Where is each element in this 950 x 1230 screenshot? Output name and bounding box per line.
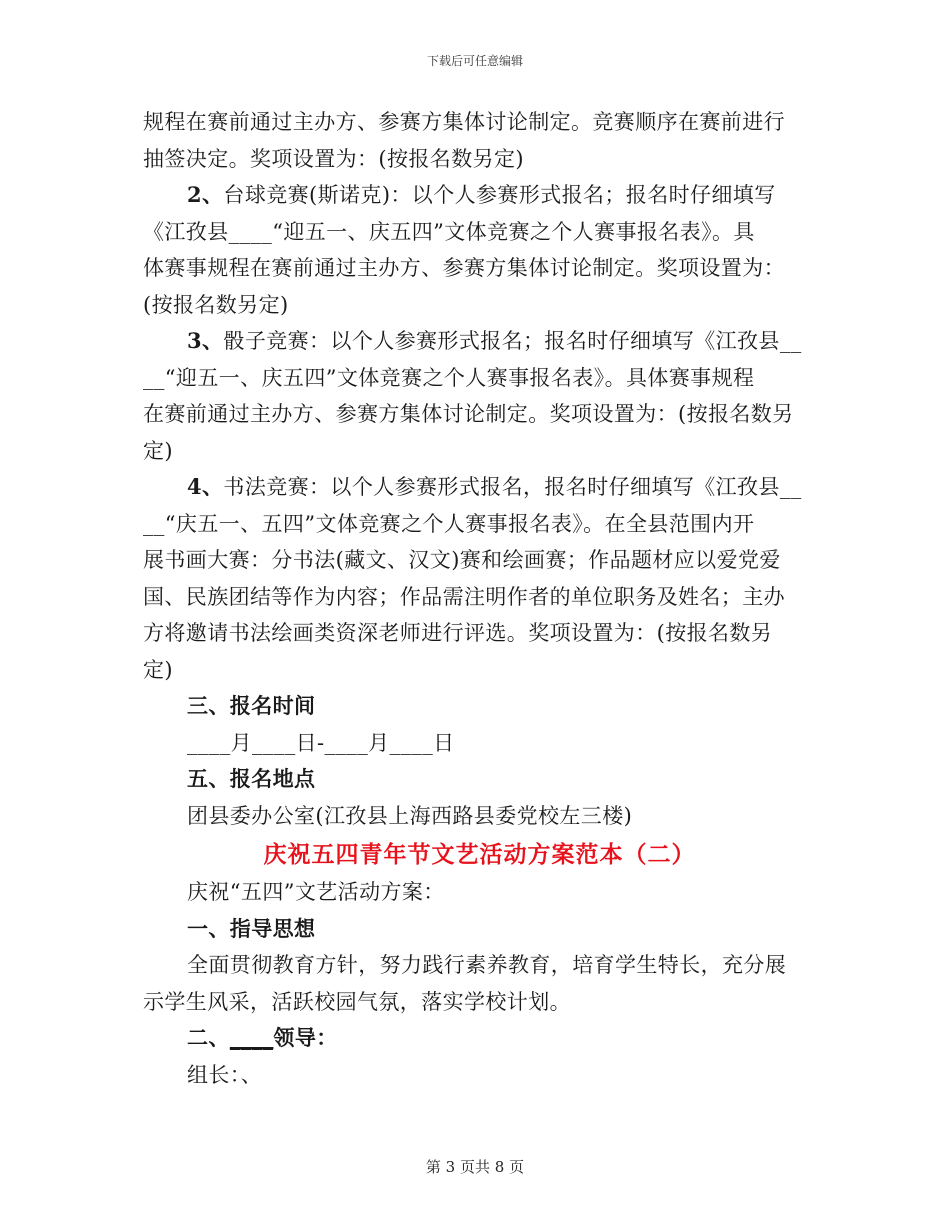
text-line: 全面贯彻教育方针，努力践行素养教育，培育学生特长，充分展: [187, 953, 787, 977]
intro-text: 庆祝“五四”文艺活动方案：: [187, 880, 445, 904]
document-title: 庆祝五四青年节文艺活动方案范本（二）: [263, 841, 696, 868]
text-line: 《江孜县____“迎五一、庆五四”文体竞赛之个人赛事报名表》。具: [143, 219, 755, 244]
paragraph-3: [143, 323, 808, 469]
text-line: 定): [143, 657, 173, 682]
text-line: __“庆五一、五四”文体竞赛之个人赛事报名表》。在全县范围内开: [143, 511, 755, 536]
text-line: (按报名数另定): [143, 292, 289, 317]
text-line: 定): [143, 438, 173, 463]
text-line: 展书画大赛：分书法(藏文、汉文)赛和绘画赛；作品题材应以爱党爱: [143, 548, 781, 572]
paragraph-1: [143, 104, 808, 177]
item-number: 3、: [187, 328, 224, 353]
text-line: 3、骰子竞赛：以个人参赛形式报名；报名时仔细填写《江孜县__: [187, 328, 802, 353]
text-line: __“迎五一、庆五四”文体竞赛之个人赛事报名表》。具体赛事规程: [143, 365, 755, 390]
page-header: 下载后可任意编辑: [426, 54, 523, 68]
section-heading-registration-place: 五、报名地点: [187, 766, 316, 791]
registration-place-text: 团县委办公室(江孜县上海西路县委党校左三楼): [187, 803, 633, 828]
text-line: 方将邀请书法绘画类资深老师进行评选。奖项设置为：(按报名数另: [143, 621, 773, 645]
text-line: 4、书法竞赛：以个人参赛形式报名，报名时仔细填写《江孜县__: [187, 474, 802, 499]
paragraph-2: [143, 177, 808, 323]
page-footer: 第 3 页共 8 页: [425, 1158, 525, 1176]
section-heading-leadership: 二、____领导：: [187, 1025, 338, 1050]
blank-underline: ____: [229, 1025, 274, 1050]
document-body: [143, 104, 808, 1093]
text-line: 国、民族团结等作为内容；作品需注明作者的单位职务及姓名；主办: [143, 584, 785, 609]
text-line: 在赛前通过主办方、参赛方集体讨论制定。奖项设置为：(按报名数另: [143, 402, 794, 426]
item-number: 4、: [187, 474, 224, 499]
text-line: 体赛事规程在赛前通过主办方、参赛方集体讨论制定。奖项设置为：: [143, 256, 785, 280]
item-number: 2、: [187, 182, 224, 207]
section-heading-guiding-ideology: 一、指导思想: [187, 915, 316, 941]
text-line: 示学生风采，活跃校园气氛，落实学校计划。: [143, 989, 571, 1014]
text-line: 抽签决定。奖项设置为：(按报名数另定): [143, 146, 524, 171]
paragraph-4: [143, 469, 808, 688]
text-line: 规程在赛前通过主办方、参赛方集体讨论制定。竞赛顺序在赛前进行: [143, 110, 785, 134]
leader-text: 组长：、: [187, 1062, 263, 1087]
text-line: 2、台球竞赛(斯诺克)：以个人参赛形式报名；报名时仔细填写: [187, 182, 776, 207]
section-heading-registration-time: 三、报名时间: [187, 693, 316, 718]
registration-time-text: ____月____日-____月____日: [187, 730, 455, 755]
